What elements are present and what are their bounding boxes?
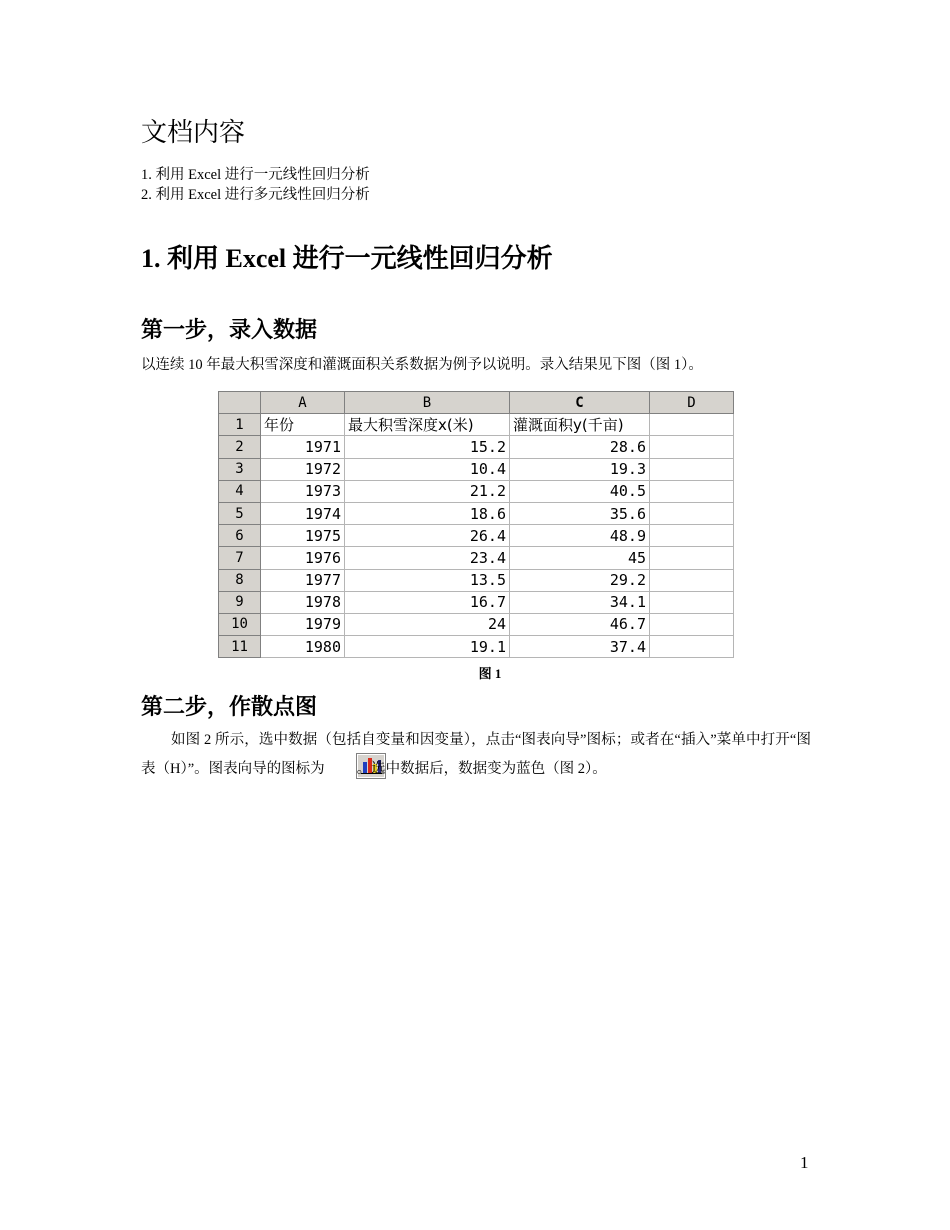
- cell: [650, 591, 734, 613]
- cell: 1976: [261, 547, 345, 569]
- step1-paragraph: 以连续 10 年最大积雪深度和灌溉面积关系数据为例予以说明。录入结果见下图（图 1）。: [141, 357, 703, 373]
- cell: 19.3: [510, 458, 650, 480]
- cell: 34.1: [510, 591, 650, 613]
- spreadsheet-figure: [218, 391, 733, 661]
- step2-paragraph: [141, 727, 811, 782]
- cell: 46.7: [510, 613, 650, 635]
- toc-item[interactable]: 2. 利用 Excel 进行多元线性回归分析: [141, 187, 370, 203]
- cell: 1977: [261, 569, 345, 591]
- column-header-b: B: [345, 392, 510, 414]
- page-number: 1: [800, 1153, 809, 1172]
- cell: 37.4: [510, 636, 650, 658]
- column-header-d: D: [650, 392, 734, 414]
- row-header: 11: [219, 636, 261, 658]
- spreadsheet-table: [218, 391, 734, 658]
- cell: 13.5: [345, 569, 510, 591]
- cell: 40.5: [510, 480, 650, 502]
- table-row: [219, 525, 734, 547]
- cell: 1979: [261, 613, 345, 635]
- row-header: 2: [219, 436, 261, 458]
- cell: 15.2: [345, 436, 510, 458]
- cell: 1975: [261, 525, 345, 547]
- cell: [650, 414, 734, 436]
- table-row: [219, 414, 734, 436]
- toc-item[interactable]: 1. 利用 Excel 进行一元线性回归分析: [141, 167, 370, 183]
- row-header: 6: [219, 525, 261, 547]
- row-header: 1: [219, 414, 261, 436]
- cell: 18.6: [345, 502, 510, 524]
- corner-cell: [219, 392, 261, 414]
- row-header: 8: [219, 569, 261, 591]
- table-row: [219, 591, 734, 613]
- cell: [650, 525, 734, 547]
- cell: [650, 636, 734, 658]
- chart-wizard-icon: [326, 753, 356, 779]
- table-row: [219, 636, 734, 658]
- table-row: [219, 458, 734, 480]
- cell: 年份: [261, 414, 345, 436]
- cell: 1974: [261, 502, 345, 524]
- cell: 29.2: [510, 569, 650, 591]
- step2-text-before: 如图 2 所示，选中数据（包括自变量和因变量），点击“图表向导”图标；或者在“插入”菜单中打开“图表（H）”。图表向导的图标为: [141, 732, 811, 777]
- cell: [650, 569, 734, 591]
- cell: [650, 613, 734, 635]
- cell: 45: [510, 547, 650, 569]
- cell: 24: [345, 613, 510, 635]
- cell: 最大积雪深度x(米): [345, 414, 510, 436]
- table-row: [219, 547, 734, 569]
- cell: 28.6: [510, 436, 650, 458]
- cell: 1972: [261, 458, 345, 480]
- row-header: 3: [219, 458, 261, 480]
- row-header: 4: [219, 480, 261, 502]
- cell: 1978: [261, 591, 345, 613]
- table-row: [219, 613, 734, 635]
- table-row: [219, 436, 734, 458]
- cell: 48.9: [510, 525, 650, 547]
- cell: [650, 480, 734, 502]
- cell: 19.1: [345, 636, 510, 658]
- cell: [650, 458, 734, 480]
- row-header: 7: [219, 547, 261, 569]
- cell: 灌溉面积y(千亩): [510, 414, 650, 436]
- cell: 10.4: [345, 458, 510, 480]
- step1-heading: 第一步，录入数据: [141, 317, 318, 342]
- cell: 1971: [261, 436, 345, 458]
- column-header-a: A: [261, 392, 345, 414]
- section-heading: 1. 利用 Excel 进行一元线性回归分析: [141, 244, 553, 273]
- cell: 16.7: [345, 591, 510, 613]
- toc-list: [141, 165, 370, 205]
- cell: [650, 547, 734, 569]
- cell: 23.4: [345, 547, 510, 569]
- cell: [650, 436, 734, 458]
- cell: 21.2: [345, 480, 510, 502]
- row-header: 9: [219, 591, 261, 613]
- cell: 1973: [261, 480, 345, 502]
- table-row: [219, 480, 734, 502]
- table-row: [219, 569, 734, 591]
- column-header-row: [219, 392, 734, 414]
- row-header: 5: [219, 502, 261, 524]
- cell: 35.6: [510, 502, 650, 524]
- cell: 1980: [261, 636, 345, 658]
- step2-heading: 第二步，作散点图: [141, 694, 318, 719]
- step2-text-after: 。选中数据后，数据变为蓝色（图 2）。: [356, 761, 607, 777]
- table-row: [219, 502, 734, 524]
- cell: [650, 502, 734, 524]
- toc-title: 文档内容: [141, 118, 246, 147]
- row-header: 10: [219, 613, 261, 635]
- cell: 26.4: [345, 525, 510, 547]
- figure-caption: 图 1: [478, 666, 502, 681]
- column-header-c: C: [510, 392, 650, 414]
